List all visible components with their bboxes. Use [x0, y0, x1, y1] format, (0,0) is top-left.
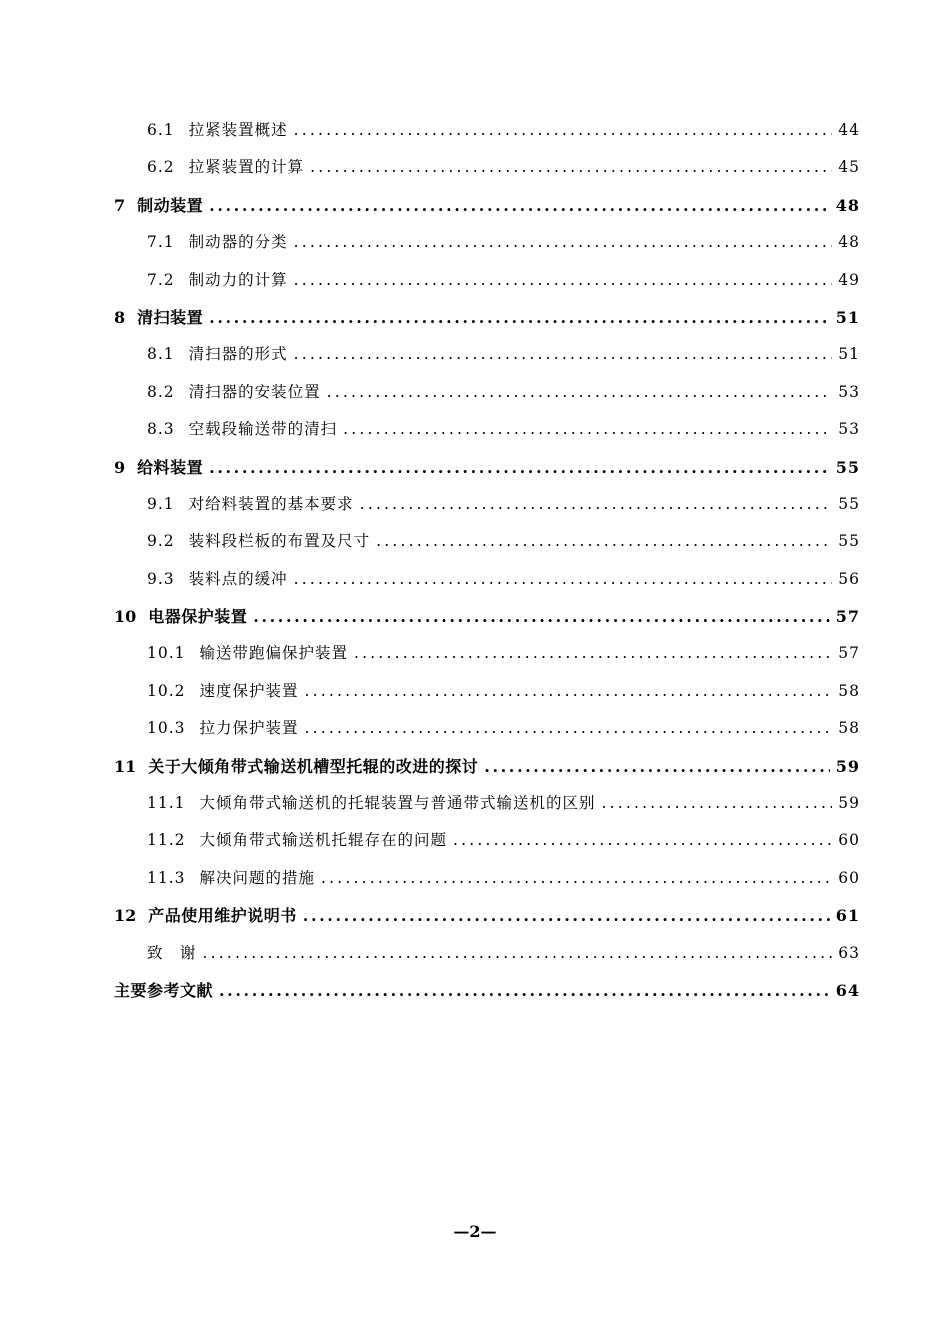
toc-entry-page: 55: [835, 457, 860, 477]
toc-entry-title: 清扫器的形式: [188, 345, 288, 364]
toc-section-entry[interactable]: [114, 523, 860, 560]
toc-dot-leader: [203, 935, 833, 972]
page-number: —2—: [453, 1222, 497, 1241]
toc-entry-page: 44: [838, 121, 860, 139]
toc-dot-leader: [253, 598, 829, 635]
toc-entry-number: 11.1: [147, 794, 186, 813]
toc-entry-title: 拉紧装置的计算: [188, 158, 305, 177]
toc-section-entry[interactable]: [114, 822, 860, 859]
toc-entry-number: 9.2: [147, 532, 175, 551]
toc-dot-leader: [310, 149, 832, 186]
toc-section-entry[interactable]: [114, 710, 860, 747]
toc-dot-leader: [294, 262, 833, 299]
toc-dot-leader: [327, 374, 833, 411]
toc-chapter-entry[interactable]: [114, 449, 860, 486]
toc-entry-title: 输送带跑偏保护装置: [199, 644, 349, 663]
table-of-contents: [114, 112, 860, 1009]
toc-dot-leader: [209, 187, 830, 224]
toc-entry-title: 空载段输送带的清扫: [188, 420, 338, 439]
toc-section-entry[interactable]: [114, 149, 860, 186]
toc-section-entry[interactable]: [114, 486, 860, 523]
toc-entry-number: 10.3: [147, 719, 186, 738]
toc-entry-number: 7.2: [147, 270, 175, 289]
toc-dot-leader: [484, 748, 829, 785]
toc-entry-number: 11: [114, 756, 137, 776]
toc-entry-number: 11.2: [147, 831, 186, 850]
toc-entry-title: 给料装置: [137, 457, 204, 477]
toc-dot-leader: [376, 523, 832, 560]
toc-entry-number: 12: [114, 906, 137, 926]
toc-entry-page: 57: [835, 607, 860, 627]
toc-entry-page: 48: [835, 195, 860, 215]
toc-entry-page: 56: [838, 569, 860, 588]
toc-section-entry[interactable]: [114, 374, 860, 411]
toc-entry-number: 10: [114, 607, 137, 627]
toc-entry-title: 拉紧装置概述: [188, 121, 288, 139]
toc-entry-title: 装料点的缓冲: [188, 569, 288, 588]
toc-entry-title: 拉力保护装置: [199, 719, 299, 738]
toc-entry-number: 9.3: [147, 569, 175, 588]
toc-entry-number: 8: [114, 307, 126, 327]
toc-dot-leader: [209, 299, 830, 336]
toc-chapter-entry[interactable]: [114, 299, 860, 336]
toc-entry-title: 制动力的计算: [188, 270, 288, 289]
toc-section-entry[interactable]: [114, 561, 860, 598]
toc-chapter-entry[interactable]: [114, 972, 860, 1009]
toc-section-entry[interactable]: [114, 635, 860, 672]
toc-chapter-entry[interactable]: [114, 187, 860, 224]
toc-entry-number: 8.3: [147, 420, 175, 439]
toc-entry-number: 11.3: [147, 868, 186, 887]
toc-entry-page: 59: [838, 794, 860, 813]
toc-entry-title: 对给料装置的基本要求: [188, 494, 354, 513]
toc-entry-number: 6.2: [147, 158, 175, 177]
toc-entry-page: 55: [838, 532, 860, 551]
toc-chapter-entry[interactable]: [114, 598, 860, 635]
toc-section-entry[interactable]: [114, 262, 860, 299]
toc-entry-page: 63: [838, 943, 860, 962]
toc-entry-number: 7.1: [147, 233, 175, 252]
toc-entry-title: 装料段栏板的布置及尺寸: [188, 532, 371, 551]
toc-entry-title: 速度保护装置: [199, 681, 299, 700]
toc-section-entry[interactable]: [114, 860, 860, 897]
toc-entry-page: 61: [835, 906, 860, 926]
toc-entry-page: 64: [835, 980, 860, 1000]
toc-entry-page: 48: [838, 233, 860, 252]
toc-entry-number: 10.1: [147, 644, 186, 663]
toc-entry-title: 清扫装置: [137, 307, 204, 327]
toc-entry-page: 55: [838, 494, 860, 513]
toc-dot-leader: [343, 411, 832, 448]
toc-dot-leader: [294, 224, 833, 261]
toc-entry-title: 电器保护装置: [148, 607, 248, 627]
toc-entry-page: 53: [838, 382, 860, 401]
toc-dot-leader: [209, 449, 830, 486]
toc-entry-page: 45: [838, 158, 860, 177]
toc-dot-leader: [219, 972, 830, 1009]
toc-entry-title: 解决问题的措施: [199, 868, 316, 887]
toc-entry-number: 7: [114, 195, 126, 215]
toc-section-entry[interactable]: [114, 224, 860, 261]
toc-entry-page: 60: [838, 868, 860, 887]
toc-entry-title: 关于大倾角带式输送机槽型托辊的改进的探讨: [148, 756, 479, 776]
toc-section-entry[interactable]: [114, 336, 860, 373]
toc-entry-title: 制动器的分类: [188, 233, 288, 252]
toc-dot-leader: [453, 822, 832, 859]
toc-entry-page: 51: [835, 307, 860, 327]
toc-entry-title: 清扫器的安装位置: [188, 382, 321, 401]
toc-entry-number: 8.2: [147, 382, 175, 401]
toc-section-entry[interactable]: [114, 935, 860, 972]
toc-chapter-entry[interactable]: [114, 748, 860, 785]
toc-dot-leader: [321, 860, 832, 897]
toc-entry-page: 60: [838, 831, 860, 850]
toc-dot-leader: [602, 785, 833, 822]
toc-dot-leader: [294, 561, 833, 598]
toc-entry-page: 51: [838, 345, 860, 364]
toc-section-entry[interactable]: [114, 785, 860, 822]
toc-dot-leader: [294, 336, 833, 373]
toc-entry-number: 10.2: [147, 681, 186, 700]
toc-dot-leader: [360, 486, 833, 523]
toc-entry-title: 产品使用维护说明书: [148, 906, 297, 926]
toc-entry-title: 大倾角带式输送机托辊存在的问题: [199, 831, 448, 850]
toc-entry-number: 9.1: [147, 494, 175, 513]
toc-dot-leader: [354, 635, 832, 672]
toc-entry-page: 58: [838, 681, 860, 700]
toc-dot-leader: [305, 673, 833, 710]
toc-dot-leader: [294, 112, 833, 149]
toc-entry-title: 主要参考文献: [114, 980, 214, 1000]
toc-entry-page: 59: [835, 756, 860, 776]
toc-entry-title: 大倾角带式输送机的托辊装置与普通带式输送机的区别: [199, 794, 596, 813]
toc-entry-title: 致 谢: [147, 943, 197, 962]
toc-section-entry[interactable]: [114, 673, 860, 710]
toc-entry-page: 53: [838, 420, 860, 439]
toc-entry-page: 57: [838, 644, 860, 663]
toc-entry-page: 58: [838, 719, 860, 738]
toc-section-entry[interactable]: [114, 411, 860, 448]
toc-entry-number: 6.1: [147, 121, 175, 139]
toc-entry-title: 制动装置: [137, 195, 204, 215]
toc-entry-number: 9: [114, 457, 126, 477]
toc-entry-page: 49: [838, 270, 860, 289]
toc-dot-leader: [305, 710, 833, 747]
toc-dot-leader: [303, 897, 830, 934]
toc-section-entry[interactable]: [114, 112, 860, 149]
toc-chapter-entry[interactable]: [114, 897, 860, 934]
toc-entry-number: 8.1: [147, 345, 175, 364]
